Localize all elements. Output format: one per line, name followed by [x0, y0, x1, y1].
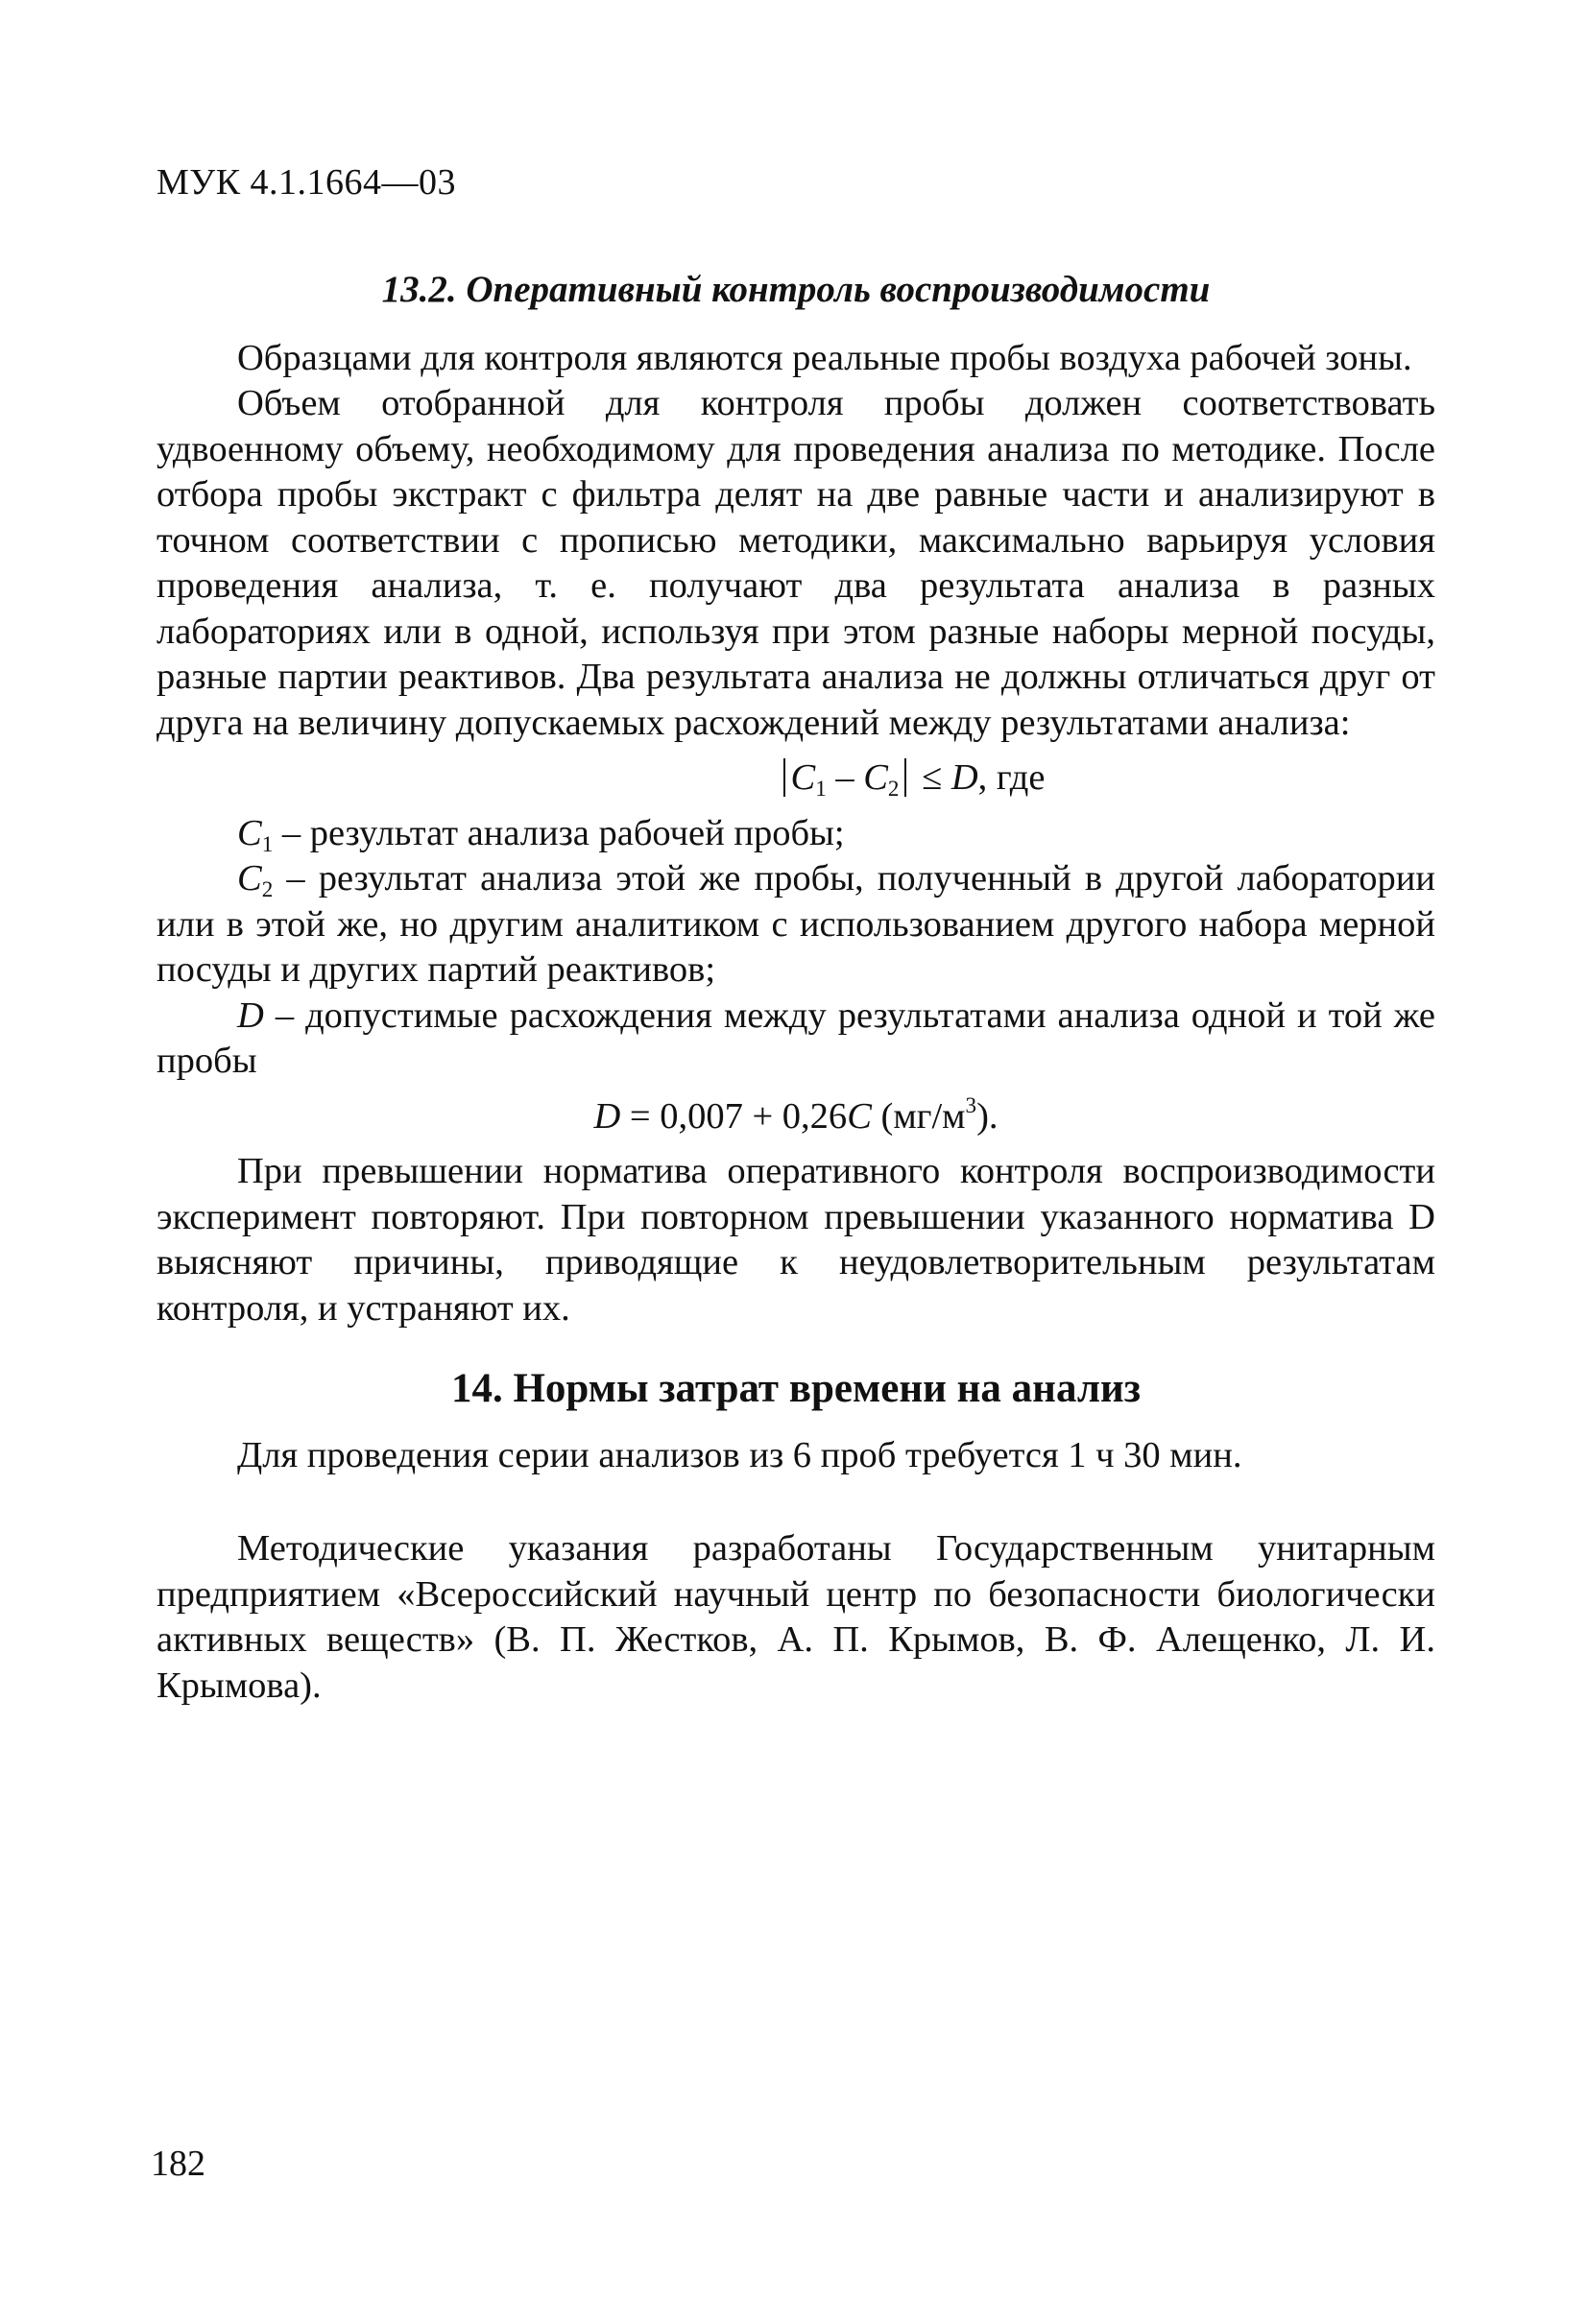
- formula2-expression: = 0,007 + 0,26: [620, 1095, 848, 1137]
- abs-bar-right: [904, 758, 906, 797]
- paragraph-procedure: Объем отобранной для контроля пробы должен соответствовать удвоенному объему, необходимому для проведения анализа по методике. После отбора пробы экстракт с фильтра делят на две равные части и анализируют в точном соответствии с прописью методики, максимально варьируя условия проведения анализа, т. е. получают два результата анализа в разных лабораториях или в одной, используя при этом разные наборы мерной посуды, разные партии реактивов. Два результата анализа не должны отличаться друг от друга на величину допускаемых расхождений между результатами анализа:: [156, 383, 1435, 743]
- definition-d: [156, 994, 1435, 1085]
- formula-where: , где: [977, 757, 1046, 798]
- definition-c2-symbol: C: [237, 858, 262, 898]
- definition-d-symbol: D: [237, 994, 264, 1036]
- formula2-exponent: 3: [965, 1091, 977, 1117]
- formula-minus: –: [826, 757, 864, 798]
- definition-c1-symbol: C: [237, 812, 262, 853]
- formula-d-symbol: D: [950, 757, 978, 798]
- page-content: [156, 267, 1435, 1709]
- definition-c2: [156, 856, 1435, 994]
- formula-le-sign: ≤: [912, 757, 951, 798]
- paragraph-developers: Методические указания разработаны Государственным унитарным предприятием «Всероссийский научный центр по безопасности биологически активных веществ» (В. П. Жестков, А. П. Крымов, В. Ф. Алещенко, Л. И. Крымова).: [156, 1528, 1435, 1706]
- definition-d-text: – допустимые расхождения между результатами анализа одной и той же пробы: [156, 994, 1435, 1081]
- paragraph-control-samples: Образцами для контроля являются реальные пробы воздуха рабочей зоны.: [237, 337, 1412, 378]
- formula2-c-symbol: C: [847, 1095, 872, 1137]
- formula-c2-symbol: C: [863, 757, 888, 798]
- formula-c1-symbol: C: [790, 757, 816, 798]
- formula2-end: ).: [976, 1095, 999, 1137]
- paragraph-time-norm: Для проведения серии анализов из 6 проб требуется 1 ч 30 мин.: [237, 1434, 1242, 1475]
- definition-c1-subscript: 1: [261, 830, 274, 856]
- formula-c1-subscript: 1: [815, 775, 827, 801]
- section-13-2-title: 13.2. Оперативный контроль воспроизводимости: [381, 269, 1211, 310]
- formula2-d-symbol: D: [593, 1095, 621, 1137]
- definition-c1-text: – результат анализа рабочей пробы;: [273, 812, 845, 853]
- formula2-unit: (мг/м: [871, 1095, 966, 1137]
- page-number: 182: [151, 2144, 205, 2184]
- formula-c2-subscript: 2: [887, 775, 900, 801]
- definition-c2-text: – результат анализа этой же пробы, полученный в другой лаборатории или в этой же, но другим аналитиком с использованием другого набора мерной посуды и других партий реактивов;: [156, 858, 1435, 990]
- definition-c1: [156, 811, 1435, 857]
- formula-discrepancy: [387, 755, 1435, 802]
- abs-bar-left: [783, 758, 785, 797]
- definition-c2-subscript: 2: [261, 875, 274, 901]
- definitions-list: [156, 811, 1435, 1085]
- section-14-title: 14. Нормы затрат времени на анализ: [450, 1366, 1142, 1411]
- document-code-header: МУК 4.1.1664—03: [156, 162, 457, 203]
- formula-tolerance: [156, 1091, 1435, 1140]
- paragraph-repeat-check: При превышении норматива оперативного контроля воспроизводимости эксперимент повторяют. При повторном превышении указанного норматива D выясняют причины, приводящие к неудовлетворительным результатам контроля, и устраняют их.: [156, 1151, 1435, 1329]
